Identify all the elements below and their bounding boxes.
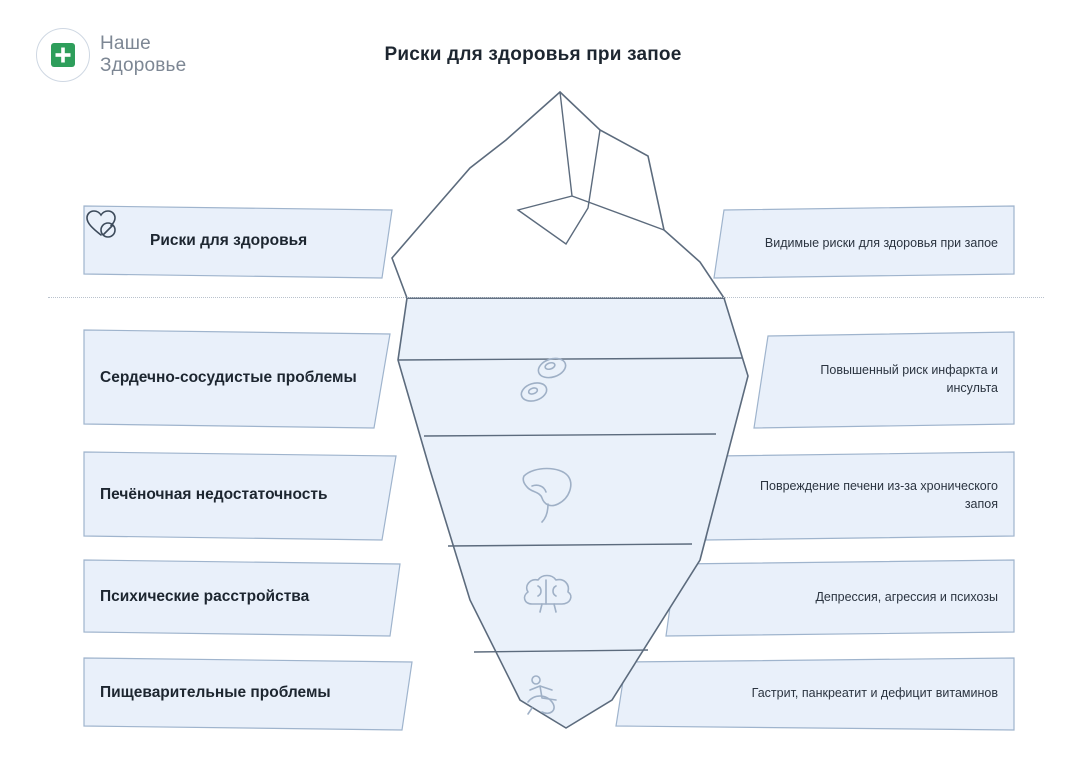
left-label-text: Пищеварительные проблемы [100, 683, 331, 701]
right-label-text: Гастрит, панкреатит и дефицит витаминов [751, 685, 998, 700]
waterline-divider [48, 297, 1044, 298]
right-label-text: Повышенный риск инфаркта и инсульта [820, 362, 998, 395]
heart-pill-icon [100, 224, 134, 258]
right-label-text: Депрессия, агрессия и психозы [815, 589, 998, 604]
left-label-health-risks[interactable] [84, 206, 384, 276]
left-label-text: Печёночная недостаточность [100, 485, 328, 503]
left-label-digestive-problems[interactable] [84, 658, 396, 728]
left-label-text: Сердечно-сосудистые проблемы [100, 368, 357, 386]
right-label-heart-attack-risk[interactable] [766, 332, 1014, 426]
left-label-mental-disorders[interactable] [84, 560, 384, 634]
logo-line-2: Здоровье [100, 55, 187, 76]
logo-line-1: Наше [100, 33, 151, 55]
right-label-text: Видимые риски для здоровья при запое [764, 235, 998, 250]
right-label-gastritis-pancreatitis[interactable] [626, 658, 1014, 728]
left-label-text: Психические расстройства [100, 587, 310, 605]
left-label-liver-failure[interactable] [84, 452, 380, 538]
right-label-liver-damage[interactable] [716, 452, 1014, 538]
right-label-text: Повреждение печени из-за хронического запоя [760, 478, 998, 511]
page-title: Риски для здоровья при запое [384, 44, 682, 65]
left-label-cardiovascular[interactable] [84, 330, 380, 426]
left-label-text: Риски для здоровья [150, 231, 308, 249]
iceberg-tip [392, 92, 724, 298]
right-label-visible-risks[interactable] [724, 208, 1014, 278]
right-label-depression-aggression[interactable] [676, 560, 1014, 634]
